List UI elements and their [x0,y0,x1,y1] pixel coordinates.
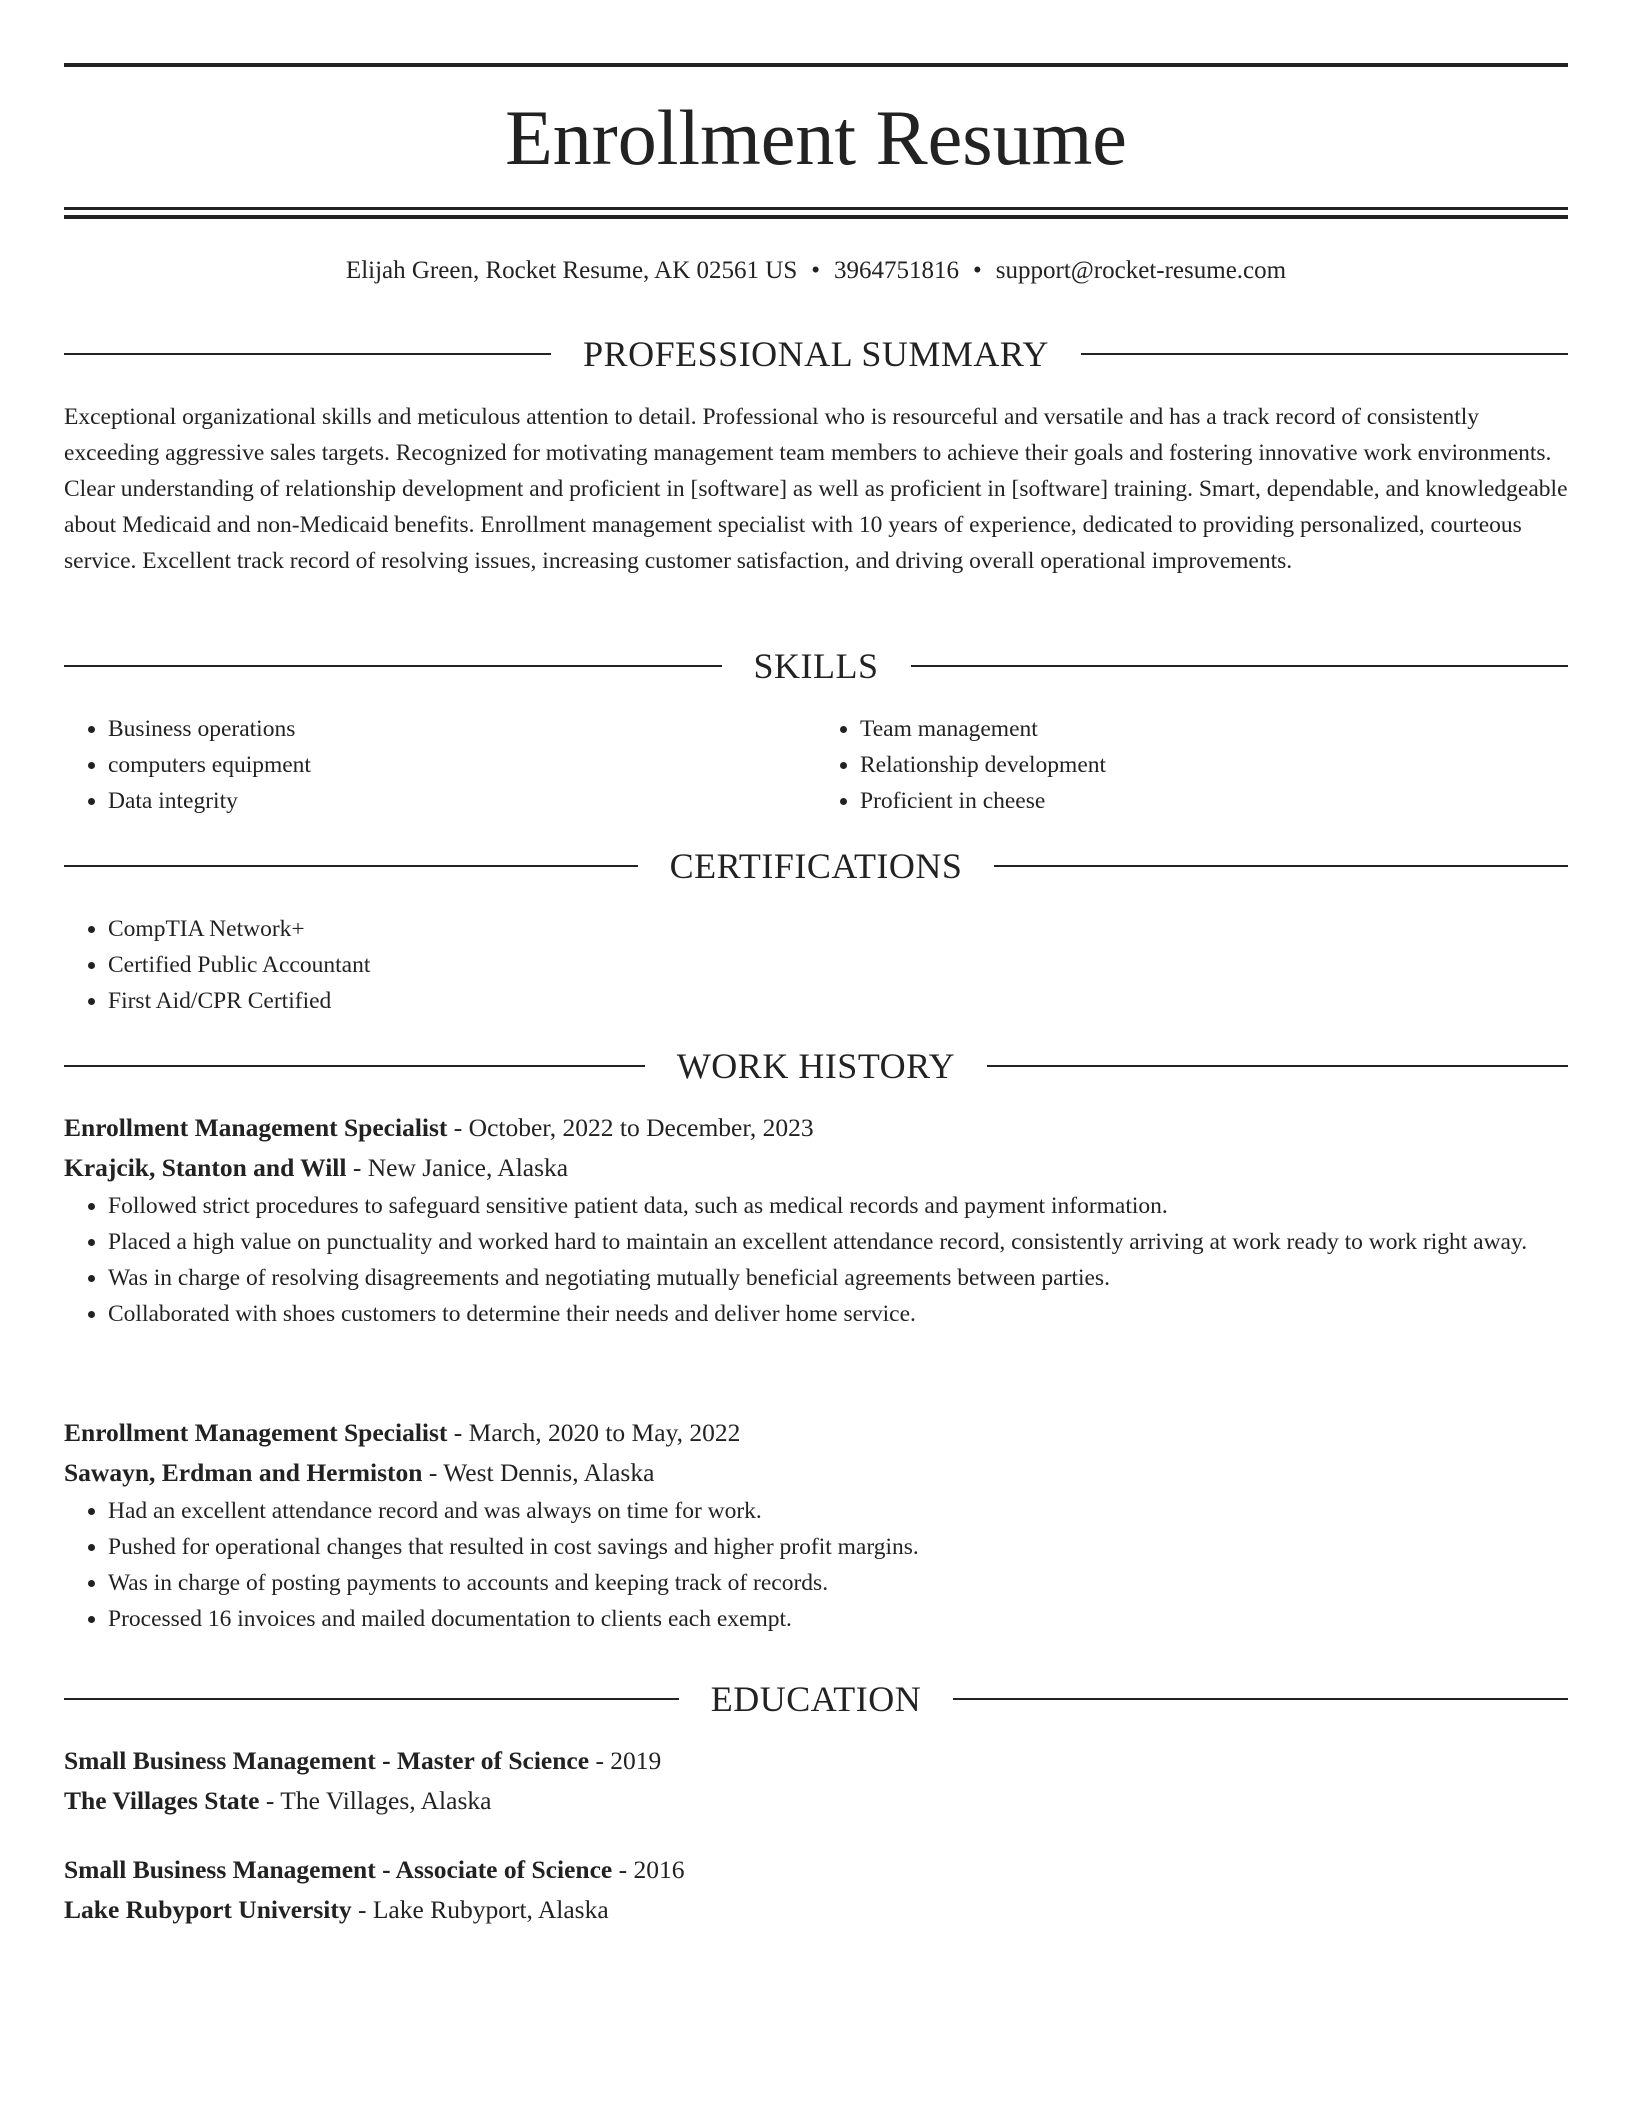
job-duty: • Had an excellent attendance record and was always on time for work. [108,1493,1568,1529]
section-title: PROFESSIONAL SUMMARY [583,334,1049,374]
job-duty: • Collaborated with shoes customers to determine their needs and deliver home service. [108,1296,1568,1332]
skill-item: • computers equipment [108,747,816,783]
school-location: - The Villages, Alaska [259,1786,492,1815]
job-duty: • Processed 16 invoices and mailed documentation to clients each exempt. [108,1601,1568,1637]
school-location: - Lake Rubyport, Alaska [351,1895,609,1924]
school-line [64,1890,1568,1930]
degree: Small Business Management - Master of Science [64,1746,590,1775]
degree-year: - 2016 [612,1855,685,1884]
skill-item: • Business operations [108,711,816,747]
divider-line [953,1698,1568,1700]
job-title: Enrollment Management Specialist [64,1113,448,1142]
section-heading-work [64,1044,1568,1088]
top-rule [64,63,1568,67]
skill-item: • Relationship development [860,747,1568,783]
job-dates: - March, 2020 to May, 2022 [447,1418,741,1447]
section-heading-education [64,1677,1568,1721]
skills-column-right [816,711,1568,819]
job-duty: • Followed strict procedures to safeguard sensitive patient data, such as medical records and payment information. [108,1188,1568,1224]
contact-separator: • [973,257,982,284]
certification-item: • CompTIA Network+ [108,911,1568,947]
job-entry [64,1413,1568,1637]
divider-line [1081,353,1568,355]
job-title-line [64,1413,1568,1453]
divider-line [994,865,1568,867]
skill-item: • Proficient in cheese [860,783,1568,819]
job-duties [64,1188,1568,1332]
job-company-line [64,1453,1568,1493]
divider-line [64,665,722,667]
job-company: Krajcik, Stanton and Will [64,1153,347,1182]
school-line [64,1781,1568,1821]
divider-line [64,865,638,867]
contact-email: support@rocket-resume.com [995,257,1287,284]
section-heading-summary [64,332,1568,376]
contact-phone: 3964751816 [834,257,960,284]
title-rule-lower [64,215,1568,219]
section-heading-certifications [64,844,1568,888]
summary-block [64,399,1568,579]
page-title: Enrollment Resume [505,94,1127,181]
certification-item: • Certified Public Accountant [108,947,1568,983]
summary-text: Exceptional organizational skills and meticulous attention to detail. Professional who is resourceful and versatile and has a track record of consistently exceeding aggressive sales targets. Recognized for motivating management team members to achieve their goals and fostering innovative work environments. Clear understanding of relationship development and proficient in [software] as well as proficient in [software] training. Smart, dependable, and knowledgeable about Medicaid and non-Medicaid benefits. Enrollment management specialist with 10 years of experience, dedicated to providing personalized, courteous service. Excellent track record of resolving issues, increasing customer satisfaction, and driving overall operational improvements. [64,404,1568,574]
job-location: - New Janice, Alaska [346,1153,569,1182]
divider-line [987,1065,1568,1067]
divider-line [64,353,551,355]
contact-line [64,254,1568,288]
education-entry [64,1850,1568,1930]
job-entry [64,1108,1568,1332]
job-duty: • Was in charge of resolving disagreements and negotiating mutually beneficial agreements between parties. [108,1260,1568,1296]
job-location: - West Dennis, Alaska [422,1458,655,1487]
certifications-list [64,911,1568,1019]
degree: Small Business Management - Associate of Science [64,1855,613,1884]
skill-item: • Team management [860,711,1568,747]
job-duty: • Was in charge of posting payments to accounts and keeping track of records. [108,1565,1568,1601]
job-title: Enrollment Management Specialist [64,1418,448,1447]
education-entry [64,1741,1568,1821]
degree-line [64,1741,1568,1781]
job-duty: • Pushed for operational changes that resulted in cost savings and higher profit margins. [108,1529,1568,1565]
school: Lake Rubyport University [64,1895,352,1924]
section-title: SKILLS [753,646,879,686]
section-title: WORK HISTORY [676,1046,956,1086]
job-dates: - October, 2022 to December, 2023 [447,1113,814,1142]
skills-column-left [64,711,816,819]
job-company: Sawayn, Erdman and Hermiston [64,1458,423,1487]
job-duties [64,1493,1568,1637]
section-heading-skills [64,644,1568,688]
degree-year: - 2019 [589,1746,662,1775]
skill-item: • Data integrity [108,783,816,819]
title-rule-upper [64,207,1568,210]
school: The Villages State [64,1786,260,1815]
job-company-line [64,1148,1568,1188]
degree-line [64,1850,1568,1890]
skills-list [64,711,1568,819]
contact-separator: • [811,257,821,284]
contact-address: Elijah Green, Rocket Resume, AK 02561 US [345,257,798,284]
divider-line [64,1698,679,1700]
divider-line [911,665,1569,667]
section-title: EDUCATION [710,1679,922,1719]
job-title-line [64,1108,1568,1148]
divider-line [64,1065,645,1067]
certification-item: • First Aid/CPR Certified [108,983,1568,1019]
job-duty: • Placed a high value on punctuality and worked hard to maintain an excellent attendance record, consistently arriving at work ready to work right away. [108,1224,1568,1260]
section-title: CERTIFICATIONS [669,846,963,886]
